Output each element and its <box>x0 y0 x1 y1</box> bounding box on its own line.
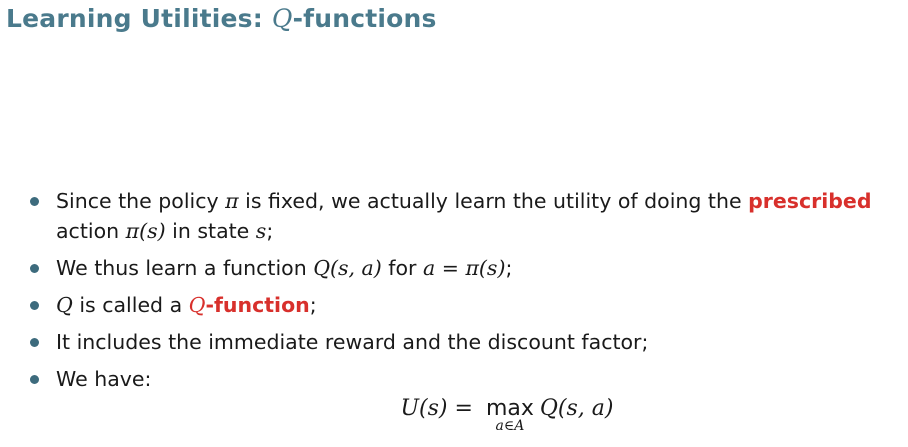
title-suffix: -functions <box>292 4 437 33</box>
bullet-dot-icon <box>30 264 39 273</box>
bullet-item-learn-function <box>30 253 902 283</box>
bullet-item-reward-discount <box>30 327 902 357</box>
bullet-text: in state <box>165 219 256 243</box>
bullet-text: is called a <box>72 293 189 317</box>
max-subscript: a∈A <box>495 418 525 434</box>
bullet-item-q-function <box>30 290 902 320</box>
bullet-text: Since the policy <box>56 189 226 213</box>
bullet-text: We have: <box>56 367 152 391</box>
equation-rhs: Q(s, a) <box>539 396 614 421</box>
bullet-item-policy-fixed <box>30 186 902 246</box>
bullet-dot-icon <box>30 301 39 310</box>
math-a-equals-pi-s: a = π(s) <box>423 256 506 280</box>
math-q: Q <box>56 293 73 317</box>
equation-lhs: U(s) = <box>400 396 480 421</box>
max-label: max <box>485 396 534 421</box>
max-operator <box>485 396 534 434</box>
math-q-s-a: Q(s, a) <box>313 256 382 280</box>
bullet-dot-icon <box>30 197 39 206</box>
equation-body <box>400 396 614 434</box>
math-q-highlight: Q <box>188 293 206 317</box>
bullet-dot-icon <box>30 375 39 384</box>
highlight-q-function <box>189 293 310 317</box>
bullet-text: action <box>56 219 126 243</box>
title-math-q: Q <box>271 4 293 33</box>
bullet-text: ; <box>309 293 317 317</box>
bullet-item-we-have <box>30 364 902 394</box>
bullet-dot-icon <box>30 338 39 347</box>
math-pi-s: π(s) <box>125 219 166 243</box>
highlight-text: -function <box>205 293 310 317</box>
highlight-prescribed: prescribed <box>748 189 872 213</box>
bullet-list <box>30 186 902 401</box>
bullet-text: We thus learn a function <box>56 256 314 280</box>
math-s: s <box>255 219 267 243</box>
bullet-text: is fixed, we actually learn the utility of doing the <box>238 189 749 213</box>
bullet-text: ; <box>266 219 274 243</box>
bullet-text: ; <box>505 256 513 280</box>
slide-title <box>6 4 437 33</box>
bullet-text: for <box>381 256 424 280</box>
math-pi: π <box>225 189 239 213</box>
utility-equation <box>0 396 908 434</box>
title-text: Learning Utilities: <box>6 4 272 33</box>
bullet-text: It includes the immediate reward and the discount factor; <box>56 330 649 354</box>
